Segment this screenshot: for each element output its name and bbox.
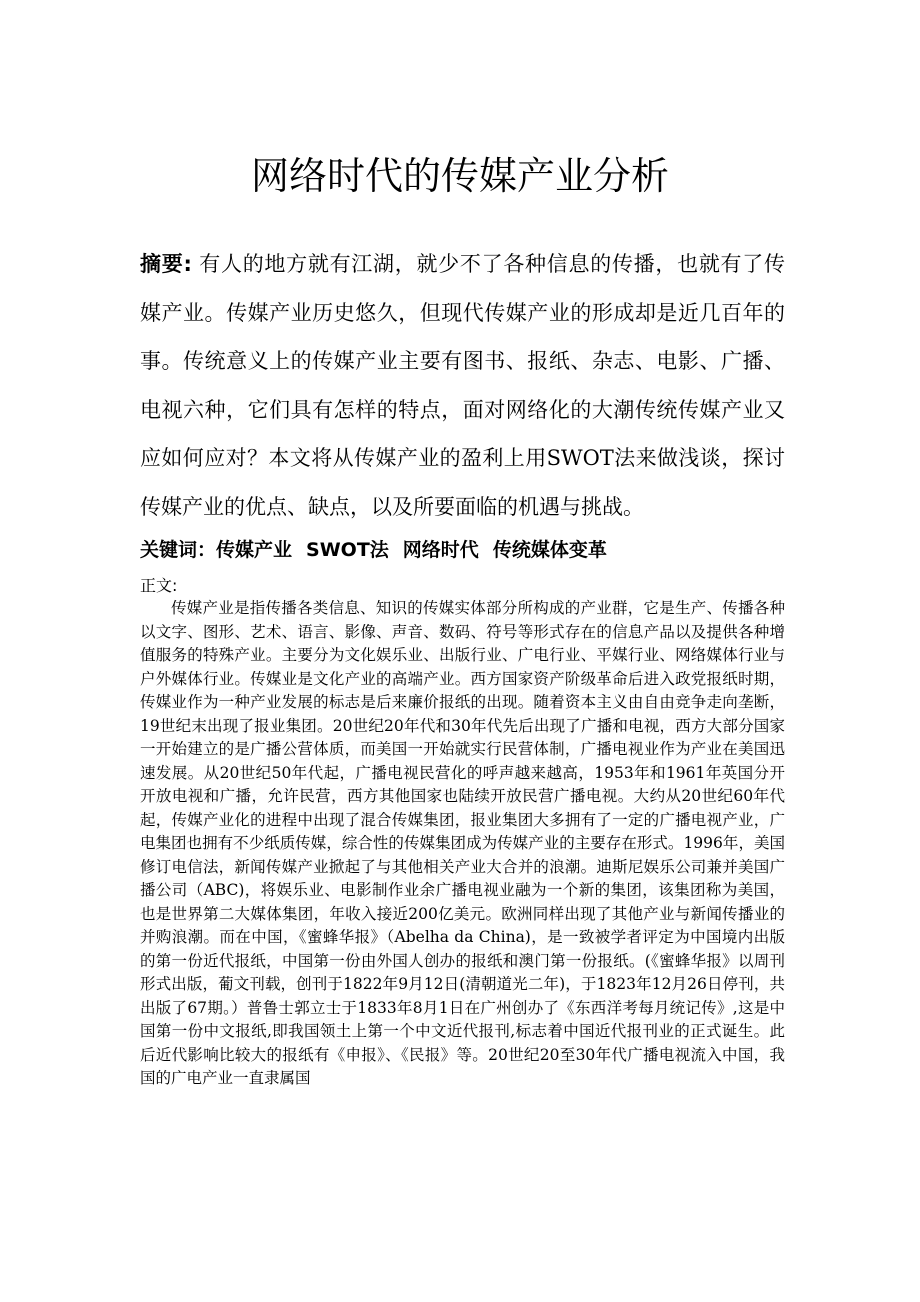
abstract-text: 有人的地方就有江湖，就少不了各种信息的传播，也就有了传媒产业。传媒产业历史悠久，但现代传媒产业的形成却是近几百年的事。传统意义上的传媒产业主要有图书、报纸、杂志、电影、广播、电视六种，它们具有怎样的特点，面对网络化的大潮传统传媒产业又应如何应对？本文将从传媒产业的盈利上用SWOT法来做浅谈，探讨传媒产业的优点、缺点，以及所要面临的机遇与挑战。 (140, 252, 785, 519)
keywords-label: 关键词： (140, 539, 217, 561)
abstract-label: 摘要: (140, 252, 192, 276)
body-label: 正文: (140, 576, 178, 595)
keyword-item: SWOT法 (306, 539, 389, 561)
keywords (140, 532, 800, 568)
document-title: 网络时代的传媒产业分析 (250, 154, 669, 198)
keyword-item: 传统媒体变革 (492, 539, 607, 561)
keyword-item: 网络时代 (402, 539, 479, 561)
keyword-item: 传媒产业 (216, 539, 293, 561)
abstract (140, 240, 785, 531)
body-paragraph: 传媒产业是指传播各类信息、知识的传媒实体部分所构成的产业群，它是生产、传播各种以文字、图形、艺术、语言、影像、声音、数码、符号等形式存在的信息产品以及提供各种增值服务的特殊产业。主要分为文化娱乐业、出版行业、广电行业、平媒行业、网络媒体行业与户外媒体行业。传媒业是文化产业的高端产业。西方国家资产阶级革命后进入政党报纸时期，传媒业作为一种产业发展的标志是后来廉价报纸的出现。随着资本主义由自由竞争走向垄断，19世纪末出现了报业集团。20世纪20年代和30年代先后出现了广播和电视，西方大部分国家一开始建立的是广播公营体质，而美国一开始就实行民营体制，广播电视业作为产业在美国迅速发展。从20世纪50年代起，广播电视民营化的呼声越来越高，1953年和1961年英国分开开放电视和广播，允许民营，西方其他国家也陆续开放民营广播电视。大约从20世纪60年代起，传媒产业化的进程中出现了混合传媒集团，报业集团大多拥有了一定的广播电视产业，广电集团也拥有不少纸质传媒，综合性的传媒集团成为传媒产业的主要存在形式。1996年，美国修订电信法，新闻传媒产业掀起了与其他相关产业大合并的浪潮。迪斯尼娱乐公司兼并美国广播公司（ABC)，将娱乐业、电影制作业余广播电视业融为一个新的集团，该集团称为美国，也是世界第二大媒体集团，年收入接近200亿美元。欧洲同样出现了其他产业与新闻传播业的并购浪潮。而在中国，《蜜蜂华报》（Abelha da China)，是一致被学者评定为中国境内出版的第一份近代报纸，中国第一份由外国人创办的报纸和澳门第一份报纸。(《蜜蜂华报》以周刊形式出版，葡文刊载，创刊于1822年9月12日(清朝道光二年)，于1823年12月26日停刊，共出版了67期。）普鲁士郭立士于1833年8月1日在广州创办了《东西洋考每月统记传》,这是中国第一份中文报纸,即我国领土上第一个中文近代报刊,标志着中国近代报刊业的正式诞生。此后近代影响比较大的报纸有《申报》、《民报》等。20世纪20至30年代广播电视流入中国，我国的广电产业一直隶属国 (140, 599, 785, 1087)
